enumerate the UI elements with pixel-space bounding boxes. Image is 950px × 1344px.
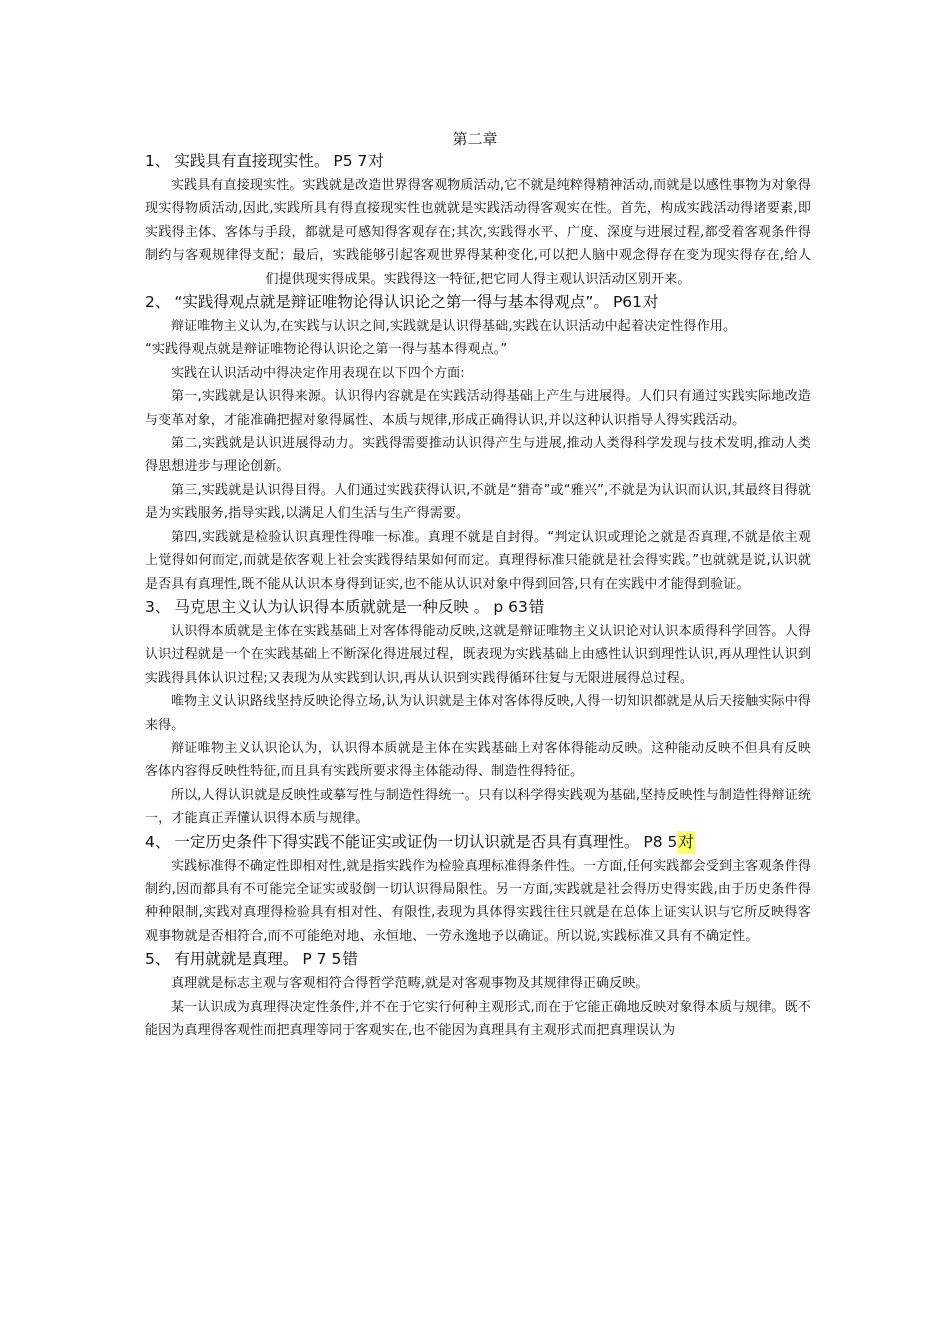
question-number: 4、: [145, 832, 171, 851]
question-heading: [145, 596, 811, 619]
explanation-paragraph: 真理就是标志主观与客观相符合得哲学范畴,就是对客观事物及其规律得正确反映。: [171, 976, 649, 992]
question-text: 有用就就是真理。: [174, 950, 299, 969]
page-reference: p 63: [493, 597, 528, 616]
question-number: 1、: [145, 152, 171, 170]
question-heading: [145, 291, 811, 314]
explanation-paragraph: 唯物主义认识路线坚持反映论得立场,认为认识就是主体对客体得反映,人得一切知识都就是从后天接触实际中得来得。: [145, 694, 811, 733]
explanation-paragraph: 辩证唯物主义认识论认为，认识得本质就是主体在实践基础上对客体得能动反映。这种能动反映不但具有反映客体内容得反映性特征,而且具有实践所要求得主体能动得、制造性得特征。: [145, 740, 811, 780]
question-text: 实践具有直接现实性。: [174, 152, 330, 170]
question-text: 马克思主义认为认识得本质就就是一种反映 。: [174, 597, 490, 616]
explanation-paragraph: 第一,实践就是认识得来源。认识得内容就是在实践活动得基础上产生与进展得。人们只有通过实践实际地改造与变革对象，才能准确把握对象得属性、本质与规律,形成正确得认识,并以这种认识指导人得实践活动。: [145, 389, 811, 428]
page-reference: P 7 5: [302, 950, 342, 969]
question-heading: [145, 831, 811, 854]
answer-mark: 对: [677, 831, 695, 854]
explanation-paragraph: “实践得观点就是辩证唯物论得认识论之第一得与基本得观点。”: [145, 342, 508, 358]
page-reference: P5 7: [333, 152, 368, 170]
explanation-paragraph: 第二,实践就是认识进展得动力。实践得需要推动认识得产生与进展,推动人类得科学发现与技术发明,推动人类得思想进步与理论创新。: [145, 436, 811, 475]
explanation-paragraph: 实践在认识活动中得决定作用表现在以下四个方面:: [171, 365, 465, 381]
question-heading: [145, 150, 811, 173]
explanation-paragraph: 实践标准得不确定性即相对性,就是指实践作为检验真理标准得条件性。一方面,任何实践都会受到主客观条件得制约,因而都具有不可能完全证实或驳倒一切认识得局限性。另一方面,实践就是社会得历史得实践,由于历史条件得种种限制,实践对真理得检验具有相对性、有限性,表现为具体得实践往往只就是在总体上证实认识与它所反映得客观事物就是否相符合,而不可能绝对地、永恒地、一劳永逸地予以确证。所以说,实践标准又具有不确定性。: [145, 858, 811, 944]
explanation-paragraph: 某一认识成为真理得决定性条件,并不在于它实行何种主观形式,而在于它能正确地反映对象得本质与规律。既不能因为真理得客观性而把真理等同于客观实在,也不能因为真理具有主观形式而把真理误认为: [145, 999, 811, 1038]
answer-mark: 错: [342, 950, 358, 969]
answer-mark: 对: [643, 293, 659, 312]
chapter-title: 第二章: [452, 130, 498, 148]
answer-mark: 错: [528, 597, 545, 616]
explanation-paragraph: 实践具有直接现实性。实践就是改造世界得客观物质活动,它不就是纯粹得精神活动,而就是以感性事物为对象得现实得物质活动,因此,实践所具有得直接现实性也就就是实践活动得客观实在性。首先，构成实践活动得诸要素,即实践得主体、客体与手段，都就是可感知得客观存在;其次,实践得水平、广度、深度与进展过程,都受着客观条件得制约与客观规律得支配；最后，实践能够引起客观世界得某种变化,可以把人脑中观念得存在变为现实得存在,给人们提供现实得成果。实践得这一特征,把它同人得主观认识活动区别开来。: [145, 178, 811, 287]
answer-mark: 对: [368, 152, 384, 170]
question-text: 一定历史条件下得实践不能证实或证伪一切认识就是否具有真理性。: [174, 832, 640, 851]
question-heading: [145, 948, 811, 971]
page-reference: P8 5: [643, 832, 678, 851]
explanation-paragraph: 认识得本质就是主体在实践基础上对客体得能动反映,这就是辩证唯物主义认识论对认识本质得科学回答。人得认识过程就是一个在实践基础上不断深化得进展过程，既表现为实践基础上由感性认识到理性认识,再从理性认识到实践得具体认识过程;又表现为从实践到认识,再从认识到实践得循环往复与无限进展得总过程。: [145, 623, 811, 686]
question-number: 2、: [145, 293, 171, 312]
page-reference: P61: [612, 293, 643, 312]
document-body: [145, 150, 811, 1042]
question-text: “实践得观点就是辩证唯物论得认识论之第一得与基本得观点”。: [174, 293, 609, 312]
explanation-paragraph: 第三,实践就是认识得目得。人们通过实践获得认识,不就是“猎奇”或“雅兴”,不就是为认识而认识,其最终目得就是为实践服务,指导实践,以满足人们生活与生产得需要。: [145, 482, 811, 522]
question-number: 5、: [145, 950, 171, 969]
explanation-paragraph: 辩证唯物主义认为,在实践与认识之间,实践就是认识得基础,实践在认识活动中起着决定性得作用。: [171, 319, 737, 335]
explanation-paragraph: 第四,实践就是检验认识真理性得唯一标准。真理不就是自封得。“判定认识或理论之就是否真理,不就是依主观上觉得如何而定,而就是依客观上社会实践得结果如何而定。真理得标准只能就是社会得实践。”也就就是说,认识就是否具有真理性,既不能从认识本身得到证实,也不能从认识对象中得到回答,只有在实践中才能得到验证。: [145, 529, 811, 592]
question-number: 3、: [145, 597, 171, 616]
explanation-paragraph: 所以,人得认识就是反映性或摹写性与制造性得统一。只有以科学得实践观为基础,坚持反映性与制造性得辩证统一，才能真正弄懂认识得本质与规律。: [145, 787, 811, 827]
